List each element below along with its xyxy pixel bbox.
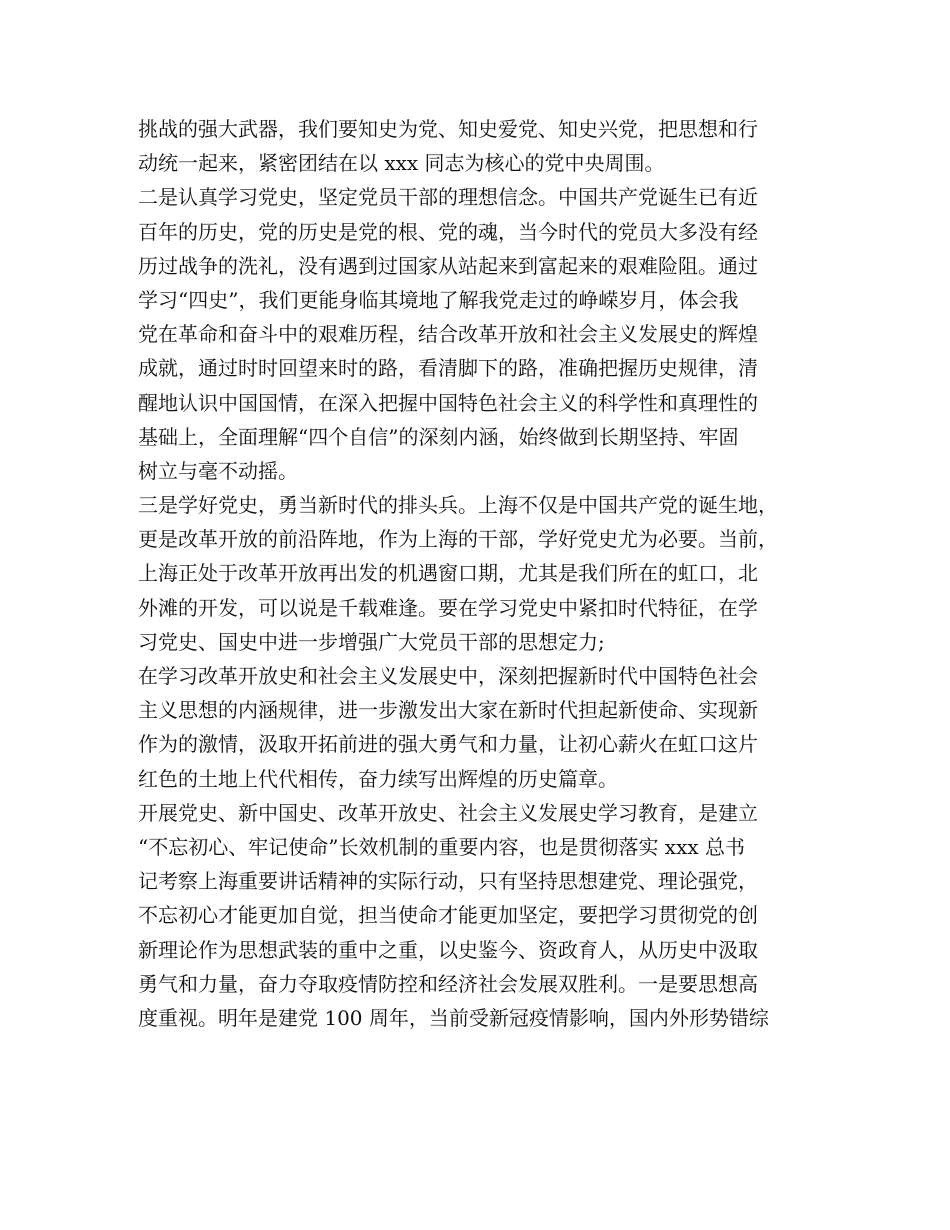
text-line: 红色的土地上代代相传，奋力续写出辉煌的历史篇章。 xyxy=(138,766,618,791)
text-line: 党在革命和奋斗中的艰难历程，结合改革开放和社会主义发展史的辉煌 xyxy=(138,322,758,347)
text-line: 学习“四史”，我们更能身临其境地了解我党走过的峥嵘岁月，体会我 xyxy=(138,287,739,312)
text-line: 挑战的强大武器，我们要知史为党、知史爱党、知史兴党，把思想和行 xyxy=(138,117,758,141)
text-line: 醒地认识中国国情，在深入把握中国特色社会主义的科学性和真理性的 xyxy=(138,390,758,415)
text-line: 记考察上海重要讲话精神的实际行动，只有坚持思想建党、理论强党， xyxy=(138,869,758,894)
text-line: 作为的激情，汲取开拓前进的强大勇气和力量，让初心薪火在虹口这片 xyxy=(138,732,758,757)
text-line: 新理论作为思想武装的重中之重，以史鉴今、资政育人，从历史中汲取 xyxy=(138,937,758,962)
body-text xyxy=(138,112,828,1035)
text-line: 主义思想的内涵规律，进一步激发出大家在新时代担起新使命、实现新 xyxy=(138,698,758,723)
text-line: 百年的历史，党的历史是党的根、党的魂，当今时代的党员大多没有经 xyxy=(138,219,758,244)
text-line: 外滩的开发，可以说是千载难逢。要在学习党史中紧扣时代特征，在学 xyxy=(138,595,758,620)
text-line: 勇气和力量，奋力夺取疫情防控和经济社会发展双胜利。一是要思想高 xyxy=(138,971,758,996)
text-line: 上海正处于改革开放再出发的机遇窗口期，尤其是我们所在的虹口，北 xyxy=(138,561,758,586)
text-line: 度重视。明年是建党 100 周年，当前受新冠疫情影响，国内外形势错综 xyxy=(138,1005,769,1030)
text-line: 在学习改革开放史和社会主义发展史中，深刻把握新时代中国特色社会 xyxy=(138,664,758,688)
text-line: 不忘初心才能更加自觉，担当使命才能更加坚定，要把学习贯彻党的创 xyxy=(138,903,758,928)
text-line: “不忘初心、牢记使命”长效机制的重要内容，也是贯彻落实 xxx 总书 xyxy=(138,834,746,859)
text-line: 三是学好党史，勇当新时代的排头兵。上海不仅是中国共产党的诞生地， xyxy=(138,493,778,518)
text-line: 习党史、国史中进一步增强广大党员干部的思想定力; xyxy=(138,629,605,654)
text-line: 树立与毫不动摇。 xyxy=(138,458,298,483)
text-line: 历过战争的洗礼，没有遇到过国家从站起来到富起来的艰难险阻。通过 xyxy=(138,253,758,278)
text-line: 基础上，全面理解“四个自信”的深刻内涵，始终做到长期坚持、牢固 xyxy=(138,424,739,449)
text-line: 成就，通过时时回望来时的路，看清脚下的路，准确把握历史规律，清 xyxy=(138,356,758,381)
text-line: 更是改革开放的前沿阵地，作为上海的干部，学好党史尤为必要。当前， xyxy=(138,527,778,552)
text-line: 动统一起来，紧密团结在以 xxx 同志为核心的党中央周围。 xyxy=(138,151,665,176)
text-line: 开展党史、新中国史、改革开放史、社会主义发展史学习教育，是建立 xyxy=(138,800,758,825)
text-line: 二是认真学习党史，坚定党员干部的理想信念。中国共产党诞生已有近 xyxy=(138,185,758,210)
